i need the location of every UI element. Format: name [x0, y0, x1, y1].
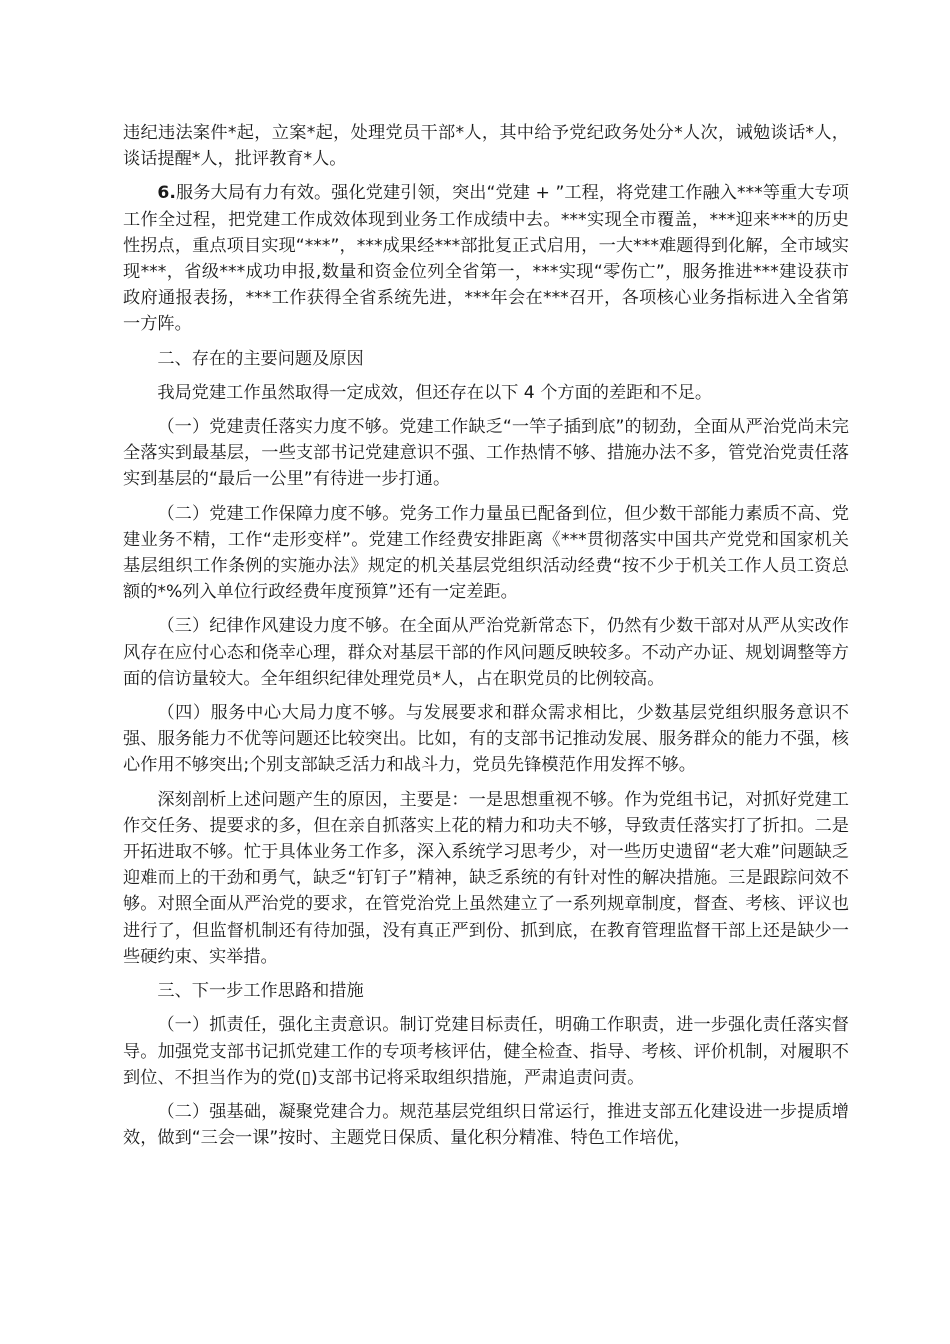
- section-heading-next-steps: 三、下一步工作思路和措施: [157, 981, 364, 1002]
- paragraph-text: 服务大局有力有效。强化党建引领，突出“党建 + ”工程，将党建工作融入***等重大专项工作全过程，把党建工作成效体现到业务工作成绩中去。***实现全市覆盖，***迎来***的历史性拐点，重点项目实现“***”，***成果经***部批复正式启用，一大***难题得到化解，全市域实现***，省级***成功申报,数量和资金位列全省第一，***实现“零伤亡”，服务推进***建设获市政府通报表扬，***工作获得全省系统先进，***年会在***召开，各项核心业务指标进入全省第一方阵。: [123, 183, 849, 335]
- paragraph-root-causes: 深刻剖析上述问题产生的原因，主要是：一是思想重视不够。作为党组书记，对抓好党建工作交任务、提要求的多，但在亲自抓落实上花的精力和功夫不够，导致责任落实打了折扣。二是开拓进取不够。忙于具体业务工作多，深入系统学习思考少，对一些历史遗留“老大难”问题缺乏迎难而上的干劲和勇气，缺乏“钉钉子”精神，缺乏系统的有针对性的解决措施。三是跟踪问效不够。对照全面从严治党的要求，在管党治党上虽然建立了一系列规章制度，督查、考核、评议也进行了，但监督机制还有待加强，没有真正严到份、抓到底，在教育管理监督干部上还是缺少一些硬约束、实举措。: [123, 789, 849, 967]
- paragraph-measure-1: （一）抓责任，强化主责意识。制订党建目标责任，明确工作职责，进一步强化责任落实督导。加强党支部书记抓党建工作的专项考核评估，健全检查、指导、考核、评价机制，对履职不到位、不担当作为的党(▯)支部书记将采取组织措施，严肃追责问责。: [123, 1015, 849, 1088]
- paragraph-problem-2: （二）党建工作保障力度不够。党务工作力量虽已配备到位，但少数干部能力素质不高、党建业务不精，工作“走形变样”。党建工作经费安排距离《***贯彻落实中国共产党党和国家机关基层组织工作条例的实施办法》规定的机关基层党组织活动经费“按不少于机关工作人员工资总额的*%列入单位行政经费年度预算”还有一定差距。: [123, 503, 849, 603]
- section-heading-problems: 二、存在的主要问题及原因: [157, 348, 364, 369]
- paragraph-case-statistics: 违纪违法案件*起，立案*起，处理党员干部*人，其中给予党纪政务处分*人次，诫勉谈话*人，谈话提醒*人，批评教育*人。: [123, 123, 849, 170]
- paragraph-problem-3: （三）纪律作风建设力度不够。在全面从严治党新常态下，仍然有少数干部对从严从实改作风存在应付心态和侥幸心理，群众对基层干部的作风问题反映较多。不动产办证、规划调整等方面的信访量较大。全年组织纪律处理党员*人，占在职党员的比例较高。: [123, 616, 849, 689]
- paragraph-service-overall: [123, 180, 849, 337]
- paragraph-measure-2: （二）强基础，凝聚党建合力。规范基层党组织日常运行，推进支部五化建设进一步提质增效，做到“三会一课”按时、主题党日保质、量化积分精准、特色工作培优，: [123, 1101, 849, 1149]
- paragraph-problems-intro: 我局党建工作虽然取得一定成效，但还存在以下 4 个方面的差距和不足。: [157, 382, 713, 403]
- item-number: 6.: [157, 183, 176, 204]
- paragraph-problem-1: （一）党建责任落实力度不够。党建工作缺乏“一竿子插到底”的韧劲，全面从严治党尚未完全落实到最基层，一些支部书记党建意识不强、工作热情不够、措施办法不多，管党治党责任落实到基层的“最后一公里”有待进一步打通。: [123, 417, 849, 490]
- paragraph-problem-4: （四）服务中心大局力度不够。与发展要求和群众需求相比，少数基层党组织服务意识不强、服务能力不优等问题还比较突出。比如，有的支部书记推动发展、服务群众的能力不强，核心作用不够突出;个别支部缺乏活力和战斗力，党员先锋模范作用发挥不够。: [123, 703, 849, 776]
- document-page: [123, 120, 849, 1159]
